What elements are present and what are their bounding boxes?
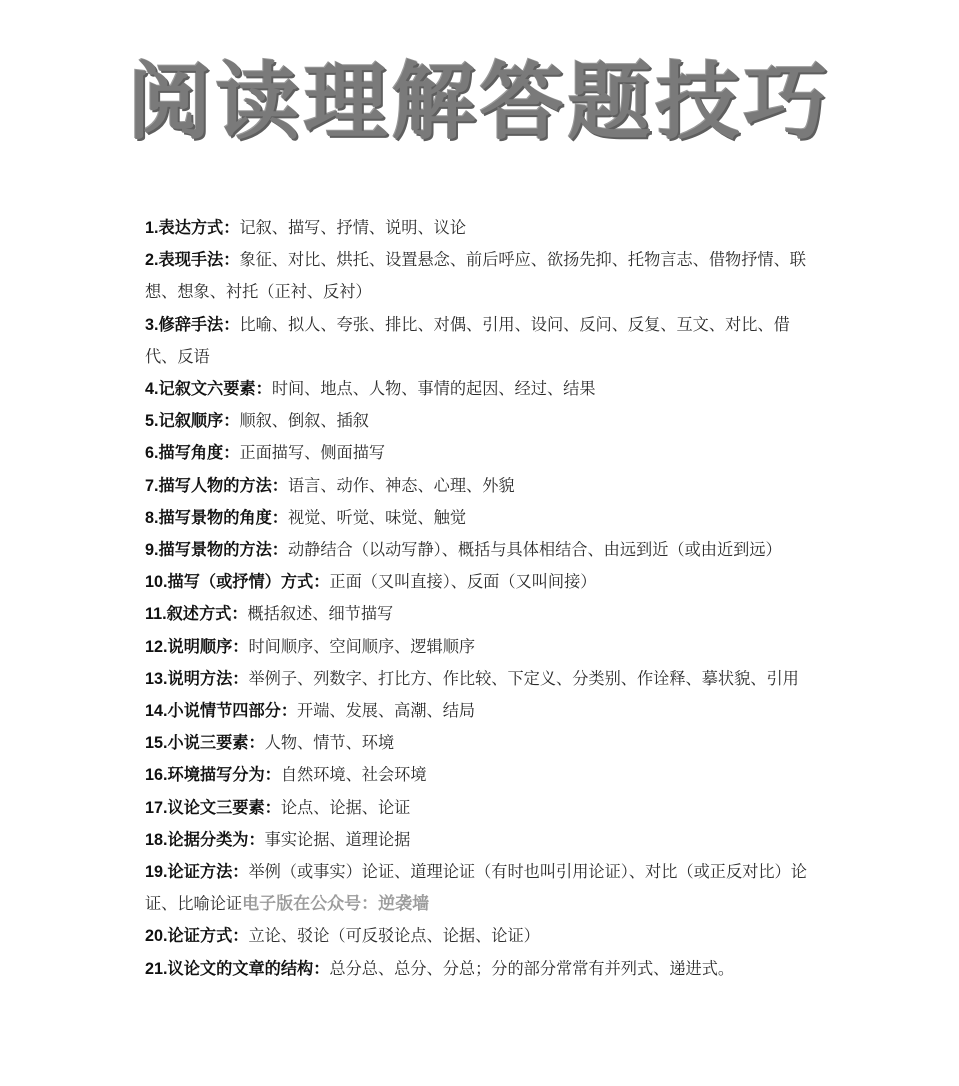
technique-list [145,212,815,985]
watermark-text: 电子版在公众号：逆袭墙 [242,894,430,915]
item-term: 11.叙述方式： [145,605,248,624]
item-desc: 立论、驳论（可反驳论点、论据、论证） [248,926,540,946]
list-item [145,631,815,663]
list-item [145,437,815,469]
list-item [145,598,815,630]
item-term: 19.论证方法： [145,863,249,882]
item-term: 3.修辞手法： [145,315,240,334]
item-desc: 视觉、听觉、味觉、触觉 [288,507,467,527]
item-desc: 自然环境、社会环境 [280,765,427,785]
item-term: 20.论证方式： [145,927,249,946]
list-item [145,759,815,791]
item-term: 16.环境描写分为： [145,766,281,785]
item-term: 13.说明方法： [145,669,249,688]
item-desc: 正面描写、侧面描写 [239,443,386,463]
item-desc: 举例子、列数字、打比方、作比较、下定义、分类别、作诠释、摹状貌、引用 [248,668,799,688]
page-title: 阅读理解答题技巧 [127,52,832,151]
item-term: 14.小说情节四部分： [145,702,298,721]
item-desc: 时间顺序、空间顺序、逻辑顺序 [248,636,476,656]
item-desc: 时间、地点、人物、事情的起因、经过、结果 [271,379,596,399]
list-item [145,566,815,598]
item-term: 10.描写（或抒情）方式： [145,573,330,592]
list-item [145,405,815,437]
list-item [145,920,815,952]
item-term: 5.记叙顺序： [145,412,240,431]
item-desc: 开端、发展、高潮、结局 [297,701,476,721]
item-desc: 总分总、总分、分总；分的部分常常有并列式、递进式。 [329,958,735,978]
item-term: 18.论据分类为： [145,830,265,849]
list-item [145,824,815,856]
item-desc: 概括叙述、细节描写 [247,604,394,624]
item-term: 7.描写人物的方法： [145,476,288,495]
item-desc: 正面（又叫直接）、反面（又叫间接） [329,572,597,592]
item-term: 9.描写景物的方法： [145,541,288,560]
list-item [145,695,815,727]
item-term: 12.说明顺序： [145,637,249,656]
item-term: 8.描写景物的角度： [145,508,288,527]
item-desc: 象征、对比、烘托、设置悬念、前后呼应、欲扬先抑、托物言志、借物抒情、联想、想象、衬托（正衬、反衬） [145,250,806,302]
item-term: 2.表现手法： [145,251,240,270]
list-item [145,727,815,759]
item-desc: 举例（或事实）论证、道理论证（有时也叫引用论证）、对比（或正反对比）论证、比喻论证 [145,862,807,914]
item-term: 6.描写角度： [145,444,240,463]
list-item [145,212,815,244]
item-desc: 动静结合（以动写静）、概括与具体相结合、由远到近（或由近到远） [288,540,782,560]
item-term: 15.小说三要素： [145,734,265,753]
list-item [145,502,815,534]
item-desc: 人物、情节、环境 [264,733,395,753]
list-item [145,470,815,502]
list-item [145,792,815,824]
item-desc: 比喻、拟人、夸张、排比、对偶、引用、设问、反问、反复、互文、对比、借代、反语 [145,314,790,366]
item-desc: 语言、动作、神态、心理、外貌 [288,475,515,495]
item-desc: 记叙、描写、抒情、说明、议论 [239,218,467,237]
item-term: 1.表达方式： [145,219,240,237]
list-item [145,663,815,695]
list-item [145,856,815,920]
list-item [145,244,815,308]
item-desc: 论点、论据、论证 [280,797,411,817]
list-item [145,373,815,405]
list-item [145,953,815,985]
list-item [145,309,815,373]
item-desc: 事实论据、道理论据 [264,829,411,849]
list-item [145,534,815,566]
item-term: 4.记叙文六要素： [145,380,272,399]
item-term: 21.议论文的文章的结构： [145,959,330,978]
item-term: 17.议论文三要素： [145,798,281,817]
item-desc: 顺叙、倒叙、插叙 [239,411,369,431]
